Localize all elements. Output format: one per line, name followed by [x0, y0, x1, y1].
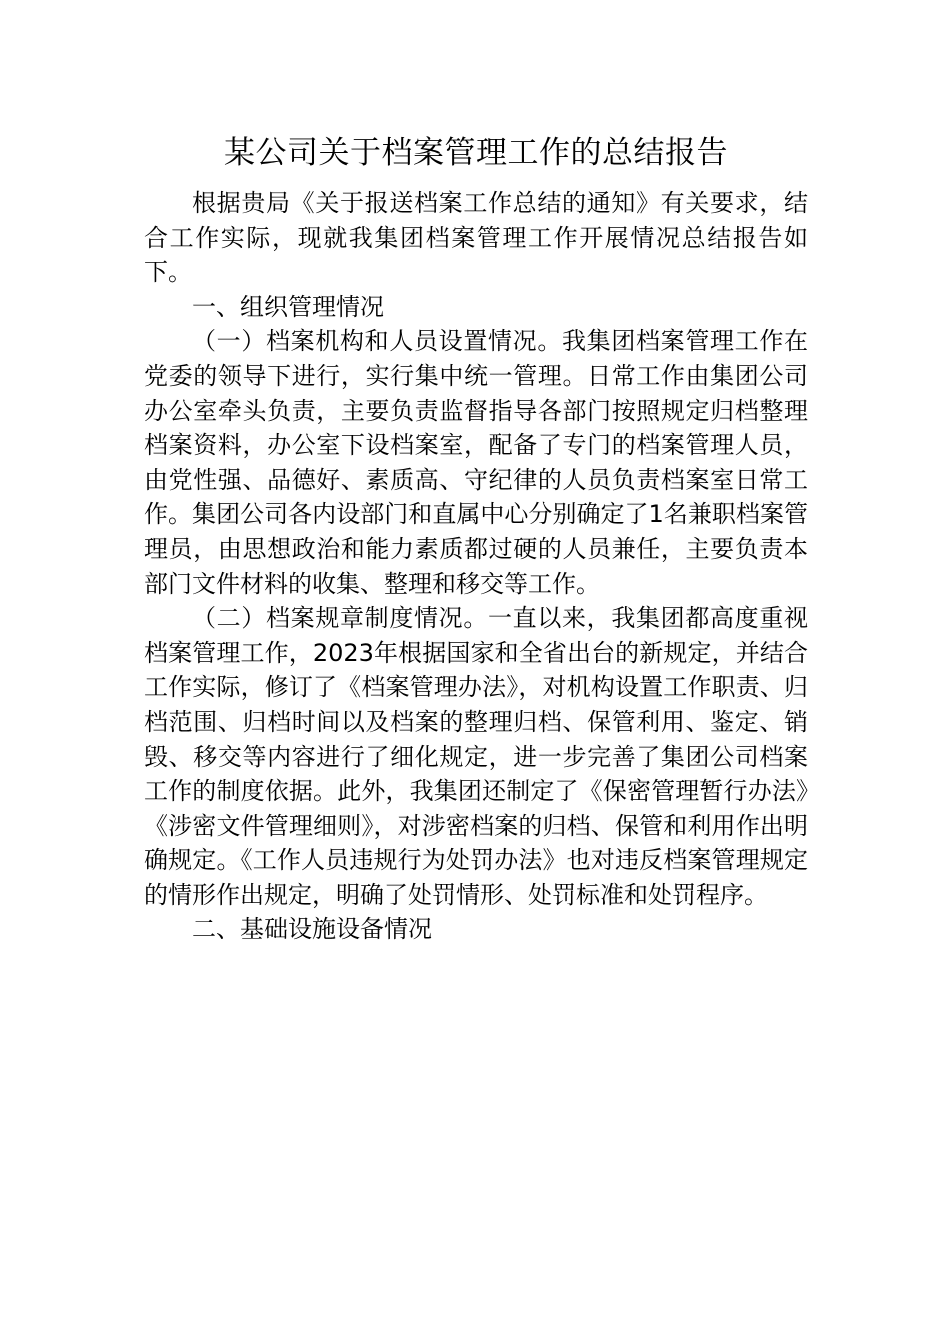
document-title: 某公司关于档案管理工作的总结报告 [224, 135, 728, 171]
section-heading-2: 二、基础设施设备情况 [192, 915, 432, 944]
section-heading-1: 一、组织管理情况 [192, 292, 384, 321]
intro-paragraph: 根据贵局《关于报送档案工作总结的通知》有关要求，结合工作实际，现就我集团档案管理工作开展情况总结报告如下。 [144, 189, 808, 287]
section1-paragraph-2: （二）档案规章制度情况。一直以来，我集团都高度重视档案管理工作，2023年根据国家和全省出台的新规定，并结合工作实际，修订了《档案管理办法》，对机构设置工作职责、归档范围、归档时间以及档案的整理归档、保管利用、鉴定、销毁、移交等内容进行了细化规定，进一步完善了集团公司档案工作的制度依据。此外，我集团还制定了《保密管理暂行办法》《涉密文件管理细则》，对涉密档案的归档、保管和利用作出明确规定。《工作人员违规行为处罚办法》也对违反档案管理规定的情形作出规定，明确了处罚情形、处罚标准和处罚程序。 [144, 604, 808, 909]
document-page [144, 128, 808, 947]
section1-paragraph-1: （一）档案机构和人员设置情况。我集团档案管理工作在党委的领导下进行，实行集中统一管理。日常工作由集团公司办公室牵头负责，主要负责监督指导各部门按照规定归档整理档案资料，办公室下设档案室，配备了专门的档案管理人员，由党性强、品德好、素质高、守纪律的人员负责档案室日常工作。集团公司各内设部门和直属中心分别确定了1名兼职档案管理员，由思想政治和能力素质都过硬的人员兼任，主要负责本部门文件材料的收集、整理和移交等工作。 [144, 327, 808, 598]
